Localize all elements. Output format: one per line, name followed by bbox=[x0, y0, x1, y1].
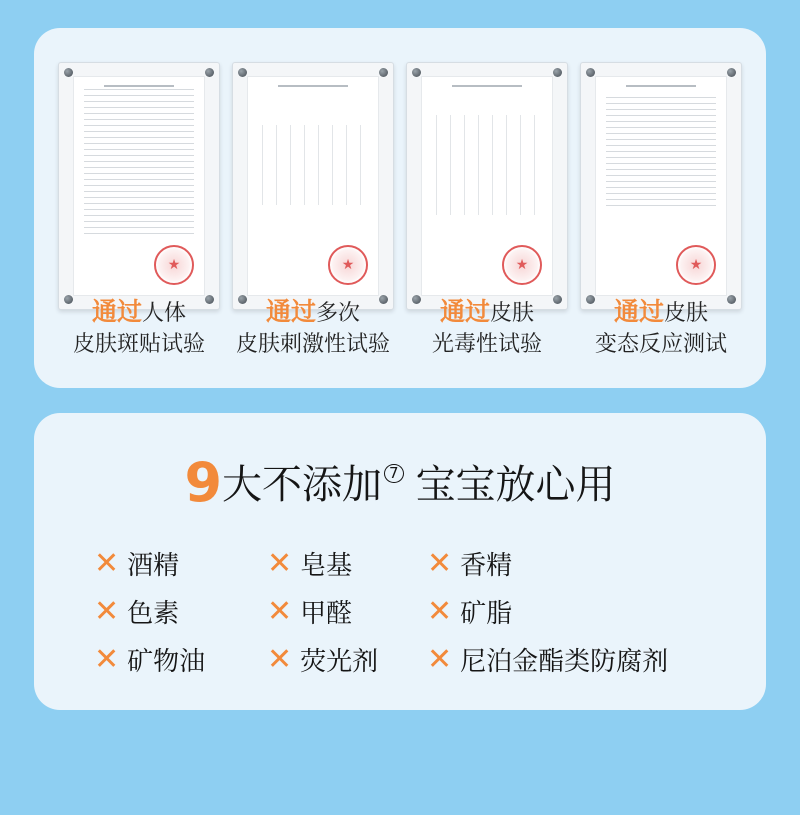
additive-label: 酒精 bbox=[127, 551, 180, 581]
additive-label: 香精 bbox=[460, 551, 513, 581]
headline-text: 大不添加 bbox=[222, 462, 383, 508]
caption-line1: 皮肤 bbox=[490, 301, 535, 326]
additive-label: 色素 bbox=[127, 599, 180, 629]
certificate-caption-3 bbox=[397, 296, 577, 360]
caption-highlight: 通过 bbox=[265, 297, 316, 326]
certificate-caption-2 bbox=[223, 296, 403, 360]
no-additive-item bbox=[94, 593, 179, 630]
certificate-caption-4 bbox=[571, 296, 751, 360]
no-additive-item bbox=[427, 545, 512, 582]
certificate-caption-1 bbox=[49, 296, 229, 360]
caption-highlight: 通过 bbox=[439, 297, 490, 326]
no-additive-item bbox=[427, 641, 668, 678]
certificate-document bbox=[421, 76, 553, 296]
screw-icon bbox=[727, 68, 736, 77]
additive-label: 皂基 bbox=[300, 551, 353, 581]
no-additive-item bbox=[427, 593, 512, 630]
official-seal-icon: ★ bbox=[328, 245, 368, 285]
caption-highlight: 通过 bbox=[613, 297, 664, 326]
certificate-document bbox=[595, 76, 727, 296]
caption-line2: 变态反应测试 bbox=[594, 332, 727, 357]
screw-icon bbox=[238, 68, 247, 77]
certificate-frame-1 bbox=[58, 62, 220, 310]
additive-label: 甲醛 bbox=[300, 599, 353, 629]
official-seal-icon: ★ bbox=[502, 245, 542, 285]
cross-icon: ✕ bbox=[267, 593, 293, 629]
screw-icon bbox=[412, 68, 421, 77]
cross-icon: ✕ bbox=[427, 641, 453, 677]
additive-label: 尼泊金酯类防腐剂 bbox=[460, 647, 669, 677]
cross-icon: ✕ bbox=[427, 545, 453, 581]
certificate-frame-4 bbox=[580, 62, 742, 310]
headline-tail: 宝宝放心用 bbox=[415, 462, 616, 508]
test-reports-panel bbox=[34, 28, 766, 388]
screw-icon bbox=[64, 68, 73, 77]
certificate-frame-2 bbox=[232, 62, 394, 310]
additive-label: 荧光剂 bbox=[300, 647, 379, 677]
official-seal-icon: ★ bbox=[154, 245, 194, 285]
cross-icon: ✕ bbox=[267, 545, 293, 581]
no-additives-panel bbox=[34, 413, 766, 710]
screw-icon bbox=[205, 68, 214, 77]
caption-line2: 光毒性试验 bbox=[431, 332, 542, 357]
no-additive-item bbox=[267, 641, 378, 678]
no-additive-item bbox=[267, 593, 352, 630]
cross-icon: ✕ bbox=[94, 641, 120, 677]
cross-icon: ✕ bbox=[94, 593, 120, 629]
headline-number: 9 bbox=[184, 451, 223, 514]
caption-line2: 皮肤刺激性试验 bbox=[235, 332, 390, 357]
caption-line1: 人体 bbox=[142, 301, 187, 326]
cross-icon: ✕ bbox=[94, 545, 120, 581]
cross-icon: ✕ bbox=[427, 593, 453, 629]
additive-label: 矿物油 bbox=[127, 647, 206, 677]
screw-icon bbox=[586, 68, 595, 77]
certificate-document bbox=[73, 76, 205, 296]
screw-icon bbox=[379, 68, 388, 77]
no-additive-item bbox=[94, 545, 179, 582]
no-additive-item bbox=[94, 641, 205, 678]
screw-icon bbox=[553, 68, 562, 77]
caption-highlight: 通过 bbox=[91, 297, 142, 326]
official-seal-icon: ★ bbox=[676, 245, 716, 285]
caption-line1: 皮肤 bbox=[664, 301, 709, 326]
caption-line1: 多次 bbox=[316, 301, 361, 326]
cross-icon: ✕ bbox=[267, 641, 293, 677]
certificate-frame-3 bbox=[406, 62, 568, 310]
additive-label: 矿脂 bbox=[460, 599, 513, 629]
no-additives-headline bbox=[34, 451, 766, 514]
certificate-document bbox=[247, 76, 379, 296]
caption-line2: 皮肤斑贴试验 bbox=[72, 332, 205, 357]
footnote-marker: 7 bbox=[384, 464, 404, 483]
no-additive-item bbox=[267, 545, 352, 582]
